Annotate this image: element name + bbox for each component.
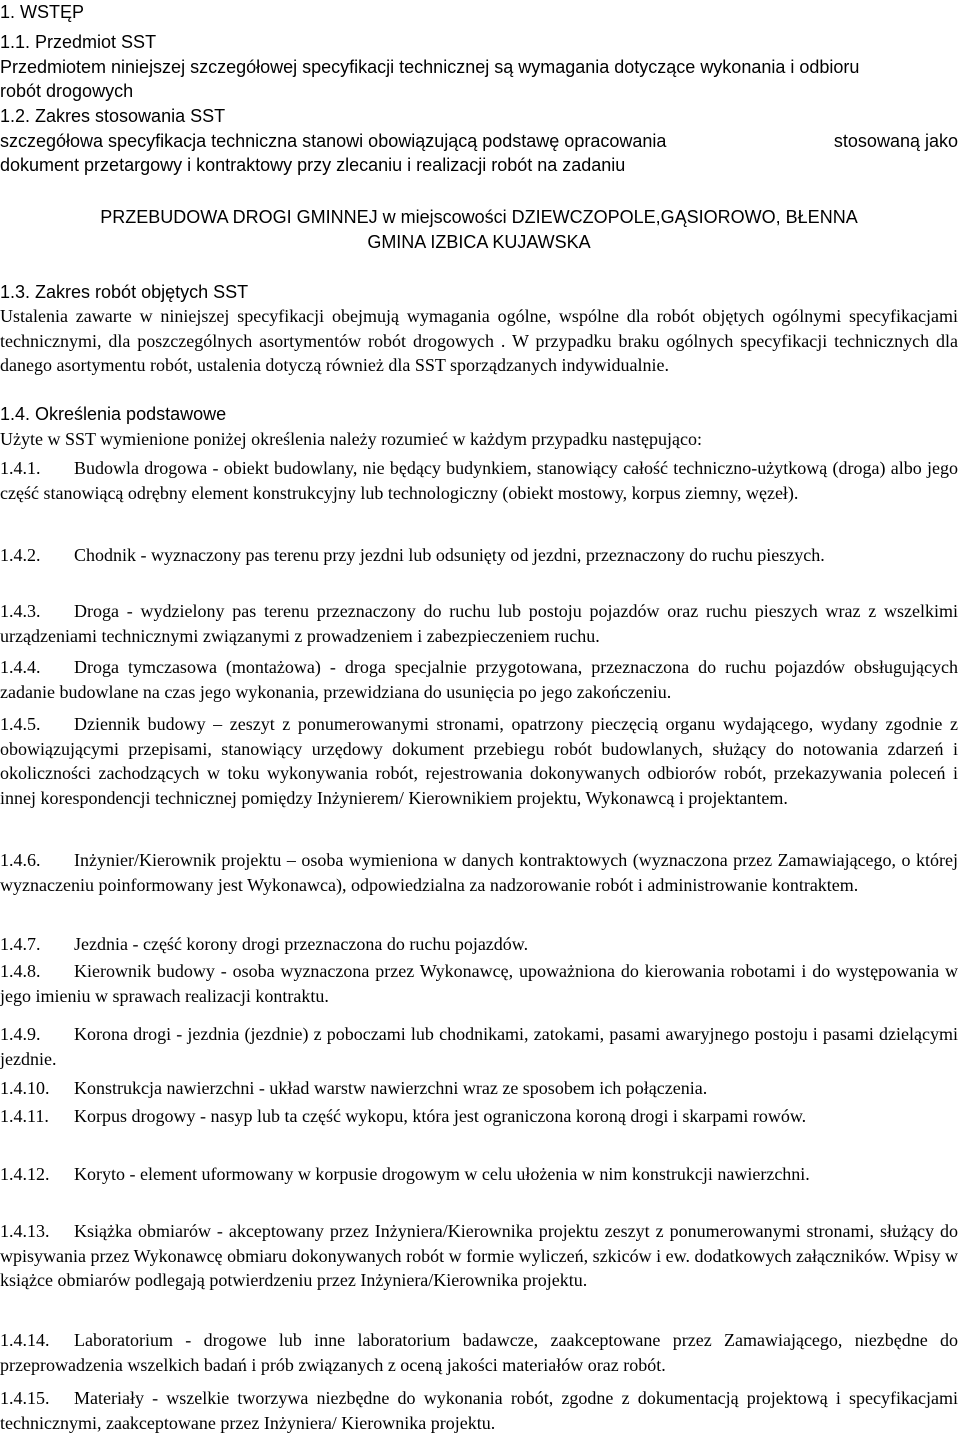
- paragraph-line-right: stosowaną jako: [833, 131, 958, 151]
- definition-number: 1.4.1.: [0, 458, 41, 478]
- definition-item: [0, 1328, 958, 1377]
- definition-text: Kierownik budowy - osoba wyznaczona przez Wykonawcę, upoważniona do kierowania robotami i do występowania w jego imieniu w sprawach realizacji kontraktu.: [0, 961, 958, 1006]
- section-title-1-4: 1.4. Określenia podstawowe: [0, 404, 227, 424]
- definition-text: Chodnik - wyznaczony pas terenu przy jezdni lub odsunięty od jezdni, przeznaczony do ruchu pieszych.: [74, 545, 825, 565]
- section-heading-wstep: 1. WSTĘP: [0, 2, 85, 22]
- definition-text: Jezdnia - część korony drogi przeznaczona do ruchu pojazdów.: [74, 934, 529, 954]
- paragraph-line: robót drogowych: [0, 81, 134, 101]
- definition-item: [0, 1386, 958, 1435]
- definition-number: 1.4.15.: [0, 1388, 50, 1408]
- definition-number: 1.4.9.: [0, 1024, 41, 1044]
- definition-text: Korona drogi - jezdnia (jezdnie) z poboczami lub chodnikami, zatokami, pasami awaryjnego postoju i pasami dzielącymi jezdnie.: [0, 1024, 958, 1069]
- definition-item: [0, 456, 958, 505]
- paragraph-line: dokument przetargowy i kontraktowy przy zlecaniu i realizacji robót na zadaniu: [0, 155, 626, 175]
- definition-item: [0, 1219, 958, 1293]
- definition-item: [0, 1162, 958, 1187]
- definition-number: 1.4.11.: [0, 1106, 49, 1126]
- definition-number: 1.4.8.: [0, 961, 41, 981]
- definition-number: 1.4.4.: [0, 657, 41, 677]
- definition-item: [0, 848, 958, 897]
- definition-number: 1.4.13.: [0, 1221, 50, 1241]
- definition-text: Koryto - element uformowany w korpusie drogowym w celu ułożenia w nim konstrukcji nawierzchni.: [74, 1164, 810, 1184]
- definition-item: [0, 1022, 958, 1071]
- project-title-line: PRZEBUDOWA DROGI GMINNEJ w miejscowości DZIEWCZOPOLE,GĄSIOROWO, BŁENNA: [100, 207, 858, 227]
- definition-number: 1.4.10.: [0, 1078, 50, 1098]
- definition-number: 1.4.5.: [0, 714, 41, 734]
- definition-number: 1.4.2.: [0, 545, 41, 565]
- definition-text: Droga tymczasowa (montażowa) - droga specjalnie przygotowana, przeznaczona do ruchu pojazdów obsługujących zadanie budowlane na czas jego wykonania, przewidziana do usunięcia po jego zakończeniu.: [0, 657, 958, 702]
- definition-item: [0, 543, 958, 568]
- definition-item: [0, 959, 958, 1008]
- paragraph-line: Przedmiotem niniejszej szczegółowej specyfikacji technicznej są wymagania dotyczące wykonania i odbioru: [0, 57, 860, 77]
- definition-item: [0, 932, 958, 957]
- definition-item: [0, 655, 958, 704]
- definition-text: Droga - wydzielony pas terenu przeznaczony do ruchu lub postoju pojazdów oraz ruchu pieszych wraz z wszelkimi urządzeniami technicznymi związanymi z prowadzeniem i zabezpieczeniem ruchu.: [0, 601, 958, 646]
- project-title-line: GMINA IZBICA KUJAWSKA: [367, 232, 591, 252]
- paragraph-line: szczegółowa specyfikacja techniczna stanowi obowiązującą podstawę opracowania: [0, 131, 667, 151]
- definition-text: Materiały - wszelkie tworzywa niezbędne do wykonania robót, zgodne z dokumentacją projektową i specyfikacjami technicznymi, zaakceptowane przez Inżyniera/ Kierownika projektu.: [0, 1388, 958, 1433]
- definition-text: Laboratorium - drogowe lub inne laboratorium badawcze, zaakceptowane przez Zamawiającego, niezbędne do przeprowadzenia wszelkich badań i prób związanych z oceną jakości materiałów oraz robót.: [0, 1330, 958, 1375]
- definition-text: Inżynier/Kierownik projektu – osoba wymieniona w danych kontraktowych (wyznaczona przez Zamawiającego, o której wyznaczeniu poinformowany jest Wykonawca), odpowiedzialna za nadzorowanie robót i administrowanie kontraktem.: [0, 850, 958, 895]
- definition-item: [0, 1104, 958, 1129]
- definition-text: Budowla drogowa - obiekt budowlany, nie będący budynkiem, stanowiący całość techniczno-użytkową (droga) albo jego część stanowiącą odrębny element konstrukcyjny lub technologiczny (obiekt mostowy, korpus ziemny, węzeł).: [0, 458, 958, 503]
- definition-text: Książka obmiarów - akceptowany przez Inżyniera/Kierownika projektu zeszyt z ponumerowanymi stronami, służący do wpisywania przez Wykonawcę obmiaru dokonywanych robót w formie wyliczeń, szkiców i ew. dodatkowych załączników. Wpisy w książce obmiarów podlegają potwierdzeniu przez Inżyniera/Kierownika projektu.: [0, 1221, 958, 1291]
- definition-number: 1.4.6.: [0, 850, 41, 870]
- definition-item: [0, 712, 958, 810]
- section-title-1-2: 1.2. Zakres stosowania SST: [0, 106, 226, 126]
- section-title-1-1: 1.1. Przedmiot SST: [0, 32, 157, 52]
- definition-text: Dziennik budowy – zeszyt z ponumerowanymi stronami, opatrzony pieczęcią organu wydającego, wydany zgodnie z obowiązującymi przepisami, stanowiący urzędowy dokument przebiegu robót budowlanych, służący do notowania zdarzeń i okoliczności zachodzących w toku wykonywania robót, rejestrowania dokonywanych odbiorów robót, przekazywania poleceń i innej korespondencji technicznej pomiędzy Inżynierem/ Kierownikiem projektu, Wykonawcą i projektantem.: [0, 714, 958, 808]
- definition-text: Konstrukcja nawierzchni - układ warstw nawierzchni wraz ze sposobem ich połączenia.: [74, 1078, 708, 1098]
- definition-number: 1.4.7.: [0, 934, 41, 954]
- definition-text: Korpus drogowy - nasyp lub ta część wykopu, która jest ograniczona koroną drogi i skarpami rowów.: [74, 1106, 807, 1126]
- section-title-1-3: 1.3. Zakres robót objętych SST: [0, 282, 249, 302]
- definition-number: 1.4.14.: [0, 1330, 50, 1350]
- definition-number: 1.4.12.: [0, 1164, 50, 1184]
- definition-item: [0, 599, 958, 648]
- definition-number: 1.4.3.: [0, 601, 41, 621]
- paragraph-1-4-intro: Użyte w SST wymienione poniżej określenia należy rozumieć w każdym przypadku następująco:: [0, 429, 702, 449]
- paragraph-1-3: Ustalenia zawarte w niniejszej specyfikacji obejmują wymagania ogólne, wspólne dla robót objętych ogólnymi specyfikacjami technicznymi, dla poszczególnych asortymentów robót drogowych . W przypadku braku ogólnych specyfikacji technicznych dla danego asortymentu robót, ustalenia dotyczą również dla SST sporządzanych indywidualnie.: [0, 306, 958, 376]
- definition-item: [0, 1076, 958, 1101]
